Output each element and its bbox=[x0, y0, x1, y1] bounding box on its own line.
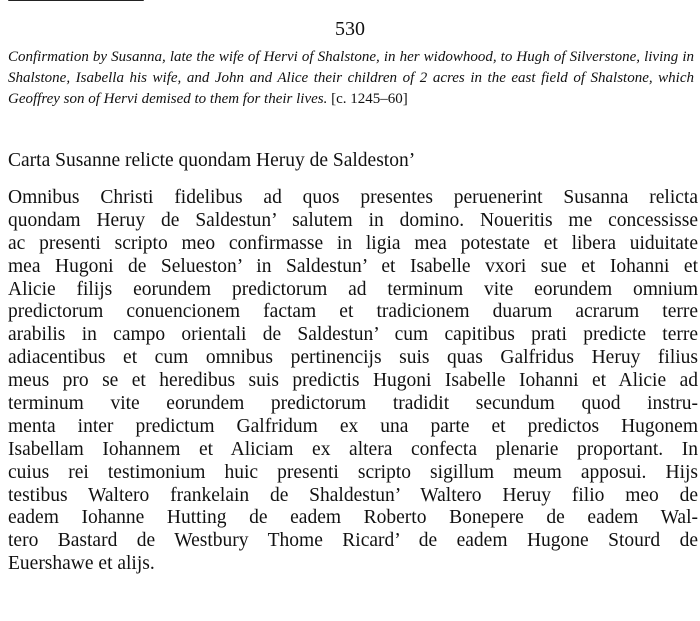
charter-line: Omnibus Christi fidelibus ad quos presentes peruenerint Susanna relicta bbox=[8, 187, 698, 208]
cropped-previous-line bbox=[8, 0, 144, 4]
charter-line: tero Bastard de Westbury Thome Ricard’ de eadem Hugone Stourd de bbox=[8, 530, 698, 552]
charter-line: Alicie filijs eorundem predictorum ad terminum vite eorundem omnium bbox=[8, 278, 698, 300]
charter-line: meus pro se et heredibus suis predictis Hugoni Isabelle Iohanni et Alicie ad bbox=[8, 370, 698, 392]
summary-date: [c. 1245–60] bbox=[331, 90, 408, 107]
charter-line: menta inter predictum Galfridum ex una parte et predictos Hugonem bbox=[8, 415, 698, 437]
page-number: 530 bbox=[335, 18, 365, 40]
charter-line: arabilis in campo orientali de Saldestun’ cum capitibus prati predicte terre bbox=[8, 324, 698, 346]
charter-heading: Carta Susanne relicte quondam Heruy de Saldeston’ bbox=[8, 150, 416, 171]
charter-line: predictorum conuencionem factam et tradicionem duarum acrarum terre bbox=[8, 301, 698, 323]
charter-line: terminum vite eorundem predictorum tradidit secundum quod instru- bbox=[8, 393, 698, 415]
charter-line: Isabellam Iohannem et Aliciam ex altera confecta plenarie proportant. In bbox=[8, 438, 698, 460]
charter-line: mea Hugoni de Selueston’ in Saldestun’ et Isabelle vxori sue et Iohanni et bbox=[8, 255, 698, 277]
charter-line: ac presenti scripto meo confirmasse in ligia mea potestate et libera uiduitate bbox=[8, 232, 698, 254]
charter-text bbox=[8, 187, 698, 576]
charter-line: eadem Iohanne Hutting de eadem Roberto Bonepere de eadem Wal- bbox=[8, 507, 698, 529]
charter-line: quondam Heruy de Saldestun’ salutem in domino. Noueritis me concessisse bbox=[8, 209, 698, 231]
charter-line: cuius rei testimonium huic presenti scripto sigillum meum apposui. Hijs bbox=[8, 461, 698, 483]
charter-line: testibus Waltero frankelain de Shaldestun’ Waltero Heruy filio meo de bbox=[8, 484, 698, 506]
document-summary bbox=[8, 47, 694, 109]
charter-line: Euershawe et alijs. bbox=[8, 553, 155, 575]
summary-text: Confirmation by Susanna, late the wife of Hervi of Shalstone, in her widowhood, to Hugh of Silverstone, living in Shalstone, Isabella his wife, and John and Alice their children of 2 acres in the east field of Shalstone, which Geoffrey son of Hervi demised to them for their lives. bbox=[8, 49, 694, 107]
charter-line: adiacentibus et cum omnibus pertinencijs suis quas Galfridus Heruy filius bbox=[8, 347, 698, 369]
